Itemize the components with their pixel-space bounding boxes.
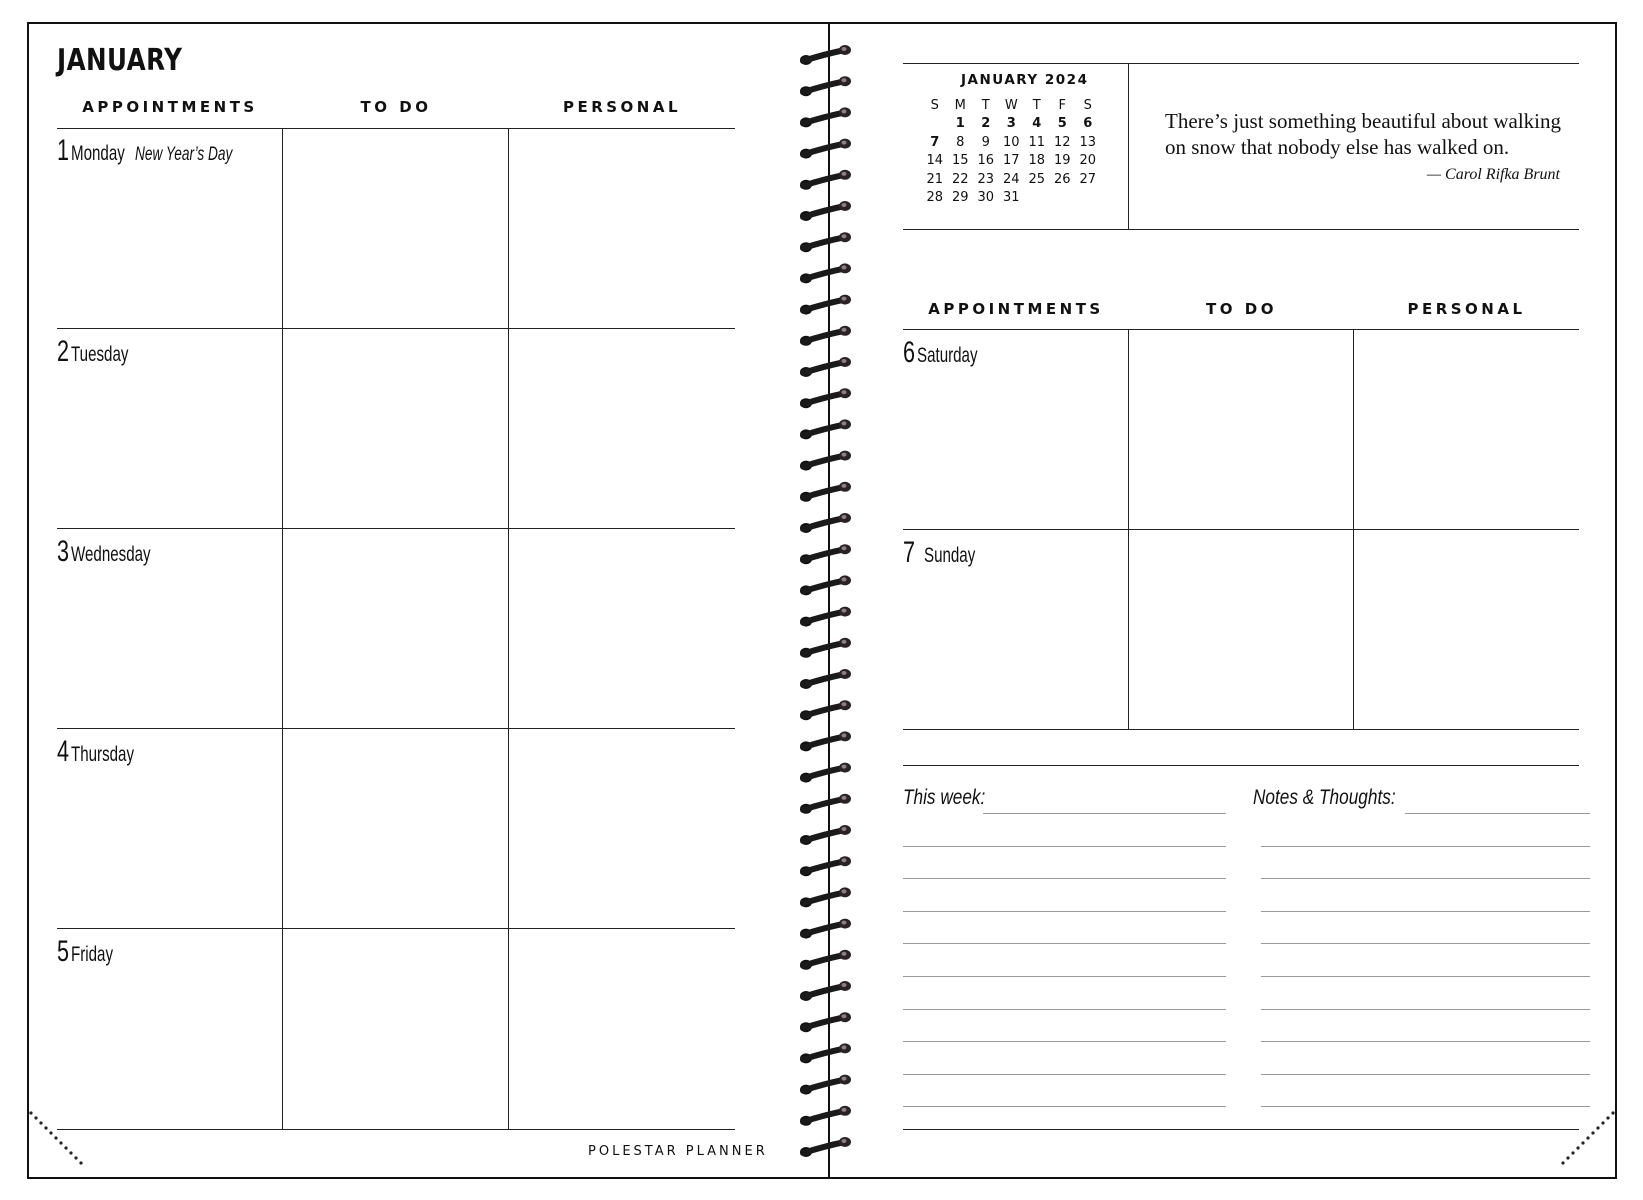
column-header-personal: PERSONAL: [1407, 300, 1526, 318]
calendar-day: 26: [1053, 171, 1071, 187]
calendar-day: 17: [1002, 153, 1020, 169]
weekday: S: [1083, 97, 1092, 113]
spiral-coil: [800, 1043, 851, 1063]
spiral-coil: [800, 794, 851, 814]
spiral-coil: [800, 763, 851, 783]
day-name: Saturday: [916, 344, 978, 367]
day-name: Friday: [70, 943, 113, 966]
calendar-quote-divider: [1128, 63, 1129, 229]
quote-text: [1165, 108, 1561, 160]
day-entry-sunday[interactable]: [903, 538, 995, 568]
calendar-day: 15: [951, 153, 969, 169]
day-divider: [57, 928, 735, 929]
spiral-coil: [800, 451, 851, 471]
spiral-coil: [800, 981, 851, 1001]
calendar-day: 29: [951, 190, 969, 206]
spiral-coil: [800, 1075, 851, 1095]
calendar-day: 19: [1053, 153, 1071, 169]
calendar-day: 2: [981, 116, 991, 132]
spiral-coil: [800, 669, 851, 689]
weekday: F: [1058, 97, 1066, 113]
column-divider: [508, 128, 509, 1129]
week-row: [922, 133, 1101, 152]
calendar-day: 6: [1083, 116, 1093, 132]
calendar-day: 20: [1079, 153, 1097, 169]
spiral-coil: [800, 700, 851, 720]
this-week-field[interactable]: [903, 786, 1003, 810]
spiral-coil: [800, 201, 851, 221]
day-entry-saturday[interactable]: [903, 338, 1001, 368]
footer-brand: POLESTAR PLANNER: [588, 1144, 768, 1159]
calendar-day: 31: [1002, 190, 1020, 206]
writing-line[interactable]: [903, 846, 1226, 847]
calendar-day: [1024, 189, 1050, 208]
calendar-day: 23: [977, 171, 995, 187]
spiral-coil: [800, 825, 851, 845]
bottom-rule: [903, 1129, 1579, 1130]
day-number: 5: [57, 935, 70, 968]
writing-line[interactable]: [903, 911, 1226, 912]
calendar-day: [922, 115, 948, 134]
top-rule: [903, 63, 1579, 64]
calendar-day: 11: [1028, 134, 1046, 150]
spiral-coil: [800, 544, 851, 564]
quote-line: There’s just something beautiful about walking: [1165, 109, 1562, 133]
spiral-coil: [800, 419, 851, 439]
top-rule: [903, 229, 1579, 230]
calendar-day: 27: [1079, 171, 1097, 187]
mini-calendar-title: JANUARY 2024: [961, 72, 1089, 88]
day-entry-monday[interactable]: [57, 136, 271, 166]
calendar-day: 30: [977, 190, 995, 206]
day-name: Thursday: [70, 743, 134, 766]
week-row: [922, 189, 1101, 208]
day-number: 3: [57, 535, 70, 568]
corner-perforation-left: [28, 1110, 88, 1170]
spiral-coil: [800, 919, 851, 939]
header-rule: [57, 128, 735, 129]
day-entry-friday[interactable]: [57, 937, 129, 967]
day-divider: [57, 528, 735, 529]
calendar-day: 5: [1057, 116, 1067, 132]
spiral-coil: [800, 482, 851, 502]
writing-line[interactable]: [903, 1009, 1226, 1010]
quote-line: on snow that nobody else has walked on.: [1165, 135, 1510, 159]
day-number: 6: [903, 336, 916, 369]
spiral-coil: [800, 295, 851, 315]
column-divider: [1353, 329, 1354, 729]
calendar-day: 9: [981, 134, 990, 150]
column-header-personal: PERSONAL: [562, 98, 682, 116]
spiral-coil: [800, 45, 851, 65]
spiral-coil: [800, 107, 851, 127]
writing-line[interactable]: [983, 813, 1226, 814]
writing-line[interactable]: [903, 976, 1226, 977]
header-rule: [903, 329, 1579, 330]
day-name: Wednesday: [70, 543, 151, 566]
week-row: [922, 152, 1101, 171]
spiral-coil: [800, 388, 851, 408]
spiral-binding: [795, 40, 855, 1165]
column-header-todo: TO DO: [360, 98, 432, 116]
weekday-row: [922, 96, 1101, 115]
spiral-coil: [800, 950, 851, 970]
day-divider: [57, 728, 735, 729]
day-divider: [903, 529, 1579, 530]
spiral-coil: [800, 1106, 851, 1126]
calendar-day: 7: [930, 134, 940, 150]
writing-line[interactable]: [1261, 878, 1590, 879]
calendar-day: 3: [1006, 116, 1016, 132]
writing-line[interactable]: [1261, 1009, 1590, 1010]
calendar-day: [1075, 189, 1101, 208]
column-header-todo: TO DO: [1206, 300, 1277, 318]
writing-line[interactable]: [1261, 976, 1590, 977]
bottom-rule: [57, 1129, 735, 1130]
day-name: Sunday: [923, 544, 975, 567]
calendar-day: 21: [926, 171, 944, 187]
calendar-day: 12: [1053, 134, 1071, 150]
spiral-coil: [800, 326, 851, 346]
spiral-coil: [800, 139, 851, 159]
writing-line[interactable]: [903, 1041, 1226, 1042]
quote-author: — Carol Rifka Brunt: [1426, 166, 1560, 183]
week-row: [922, 115, 1101, 134]
day-name: Tuesday: [70, 343, 129, 366]
writing-line[interactable]: [1261, 846, 1590, 847]
day-number: 7: [903, 536, 916, 569]
writing-line[interactable]: [903, 878, 1226, 879]
week-row: [922, 170, 1101, 189]
corner-perforation-right: [1556, 1110, 1616, 1170]
notes-label: Notes & Thoughts:: [1253, 786, 1396, 809]
mini-calendar: [922, 96, 1101, 207]
spiral-coil: [800, 575, 851, 595]
spiral-coil: [800, 856, 851, 876]
calendar-day: 22: [951, 171, 969, 187]
column-header-appointments: APPOINTMENTS: [928, 300, 1104, 318]
day-entry-wednesday[interactable]: [57, 537, 181, 567]
notes-field[interactable]: [1253, 786, 1427, 810]
holiday-label: New Year’s Day: [135, 144, 233, 165]
writing-line[interactable]: [1405, 813, 1590, 814]
calendar-day: 8: [956, 134, 965, 150]
day-number: 1: [57, 134, 70, 167]
weekday: S: [930, 97, 939, 113]
weekday: T: [1032, 97, 1041, 113]
writing-line[interactable]: [903, 943, 1226, 944]
notes-rule: [903, 765, 1579, 766]
column-divider: [1128, 329, 1129, 729]
writing-line[interactable]: [1261, 1074, 1590, 1075]
writing-line[interactable]: [903, 1074, 1226, 1075]
spiral-coil: [800, 638, 851, 658]
spiral-coil: [800, 887, 851, 907]
calendar-day: 14: [926, 153, 944, 169]
month-title: JANUARY: [57, 43, 183, 78]
column-header-appointments: APPOINTMENTS: [82, 98, 258, 116]
writing-line[interactable]: [1261, 911, 1590, 912]
writing-line[interactable]: [1261, 1106, 1590, 1107]
calendar-day: [1050, 189, 1076, 208]
writing-line[interactable]: [1261, 943, 1590, 944]
calendar-day: 24: [1002, 171, 1020, 187]
spiral-coil: [800, 1012, 851, 1032]
spiral-coil: [800, 76, 851, 96]
weekday: W: [1004, 97, 1018, 113]
spiral-coil: [800, 731, 851, 751]
spiral-coil: [800, 607, 851, 627]
day-number: 2: [57, 335, 70, 368]
spiral-coil: [800, 357, 851, 377]
day-entry-thursday[interactable]: [57, 737, 158, 767]
spiral-coil: [800, 263, 851, 283]
this-week-label: This week:: [903, 786, 986, 809]
calendar-day: 16: [977, 153, 995, 169]
day-divider: [57, 328, 735, 329]
calendar-day: 18: [1028, 153, 1046, 169]
day-number: 4: [57, 735, 70, 768]
day-entry-tuesday[interactable]: [57, 337, 150, 367]
spiral-coil: [800, 232, 851, 252]
writing-line[interactable]: [903, 1106, 1226, 1107]
column-divider: [282, 128, 283, 1129]
calendar-day: 13: [1079, 134, 1097, 150]
calendar-day: 4: [1032, 116, 1042, 132]
calendar-day: 28: [926, 190, 944, 206]
spiral-coil: [800, 513, 851, 533]
calendar-day: 1: [955, 116, 965, 132]
spiral-coil: [800, 170, 851, 190]
writing-line[interactable]: [1261, 1041, 1590, 1042]
day-divider: [903, 729, 1579, 730]
calendar-day: 10: [1002, 134, 1020, 150]
spiral-coil: [800, 1137, 851, 1157]
weekday: M: [954, 97, 966, 113]
calendar-day: 25: [1028, 171, 1046, 187]
weekday: T: [981, 97, 990, 113]
day-name: Monday: [70, 142, 125, 165]
